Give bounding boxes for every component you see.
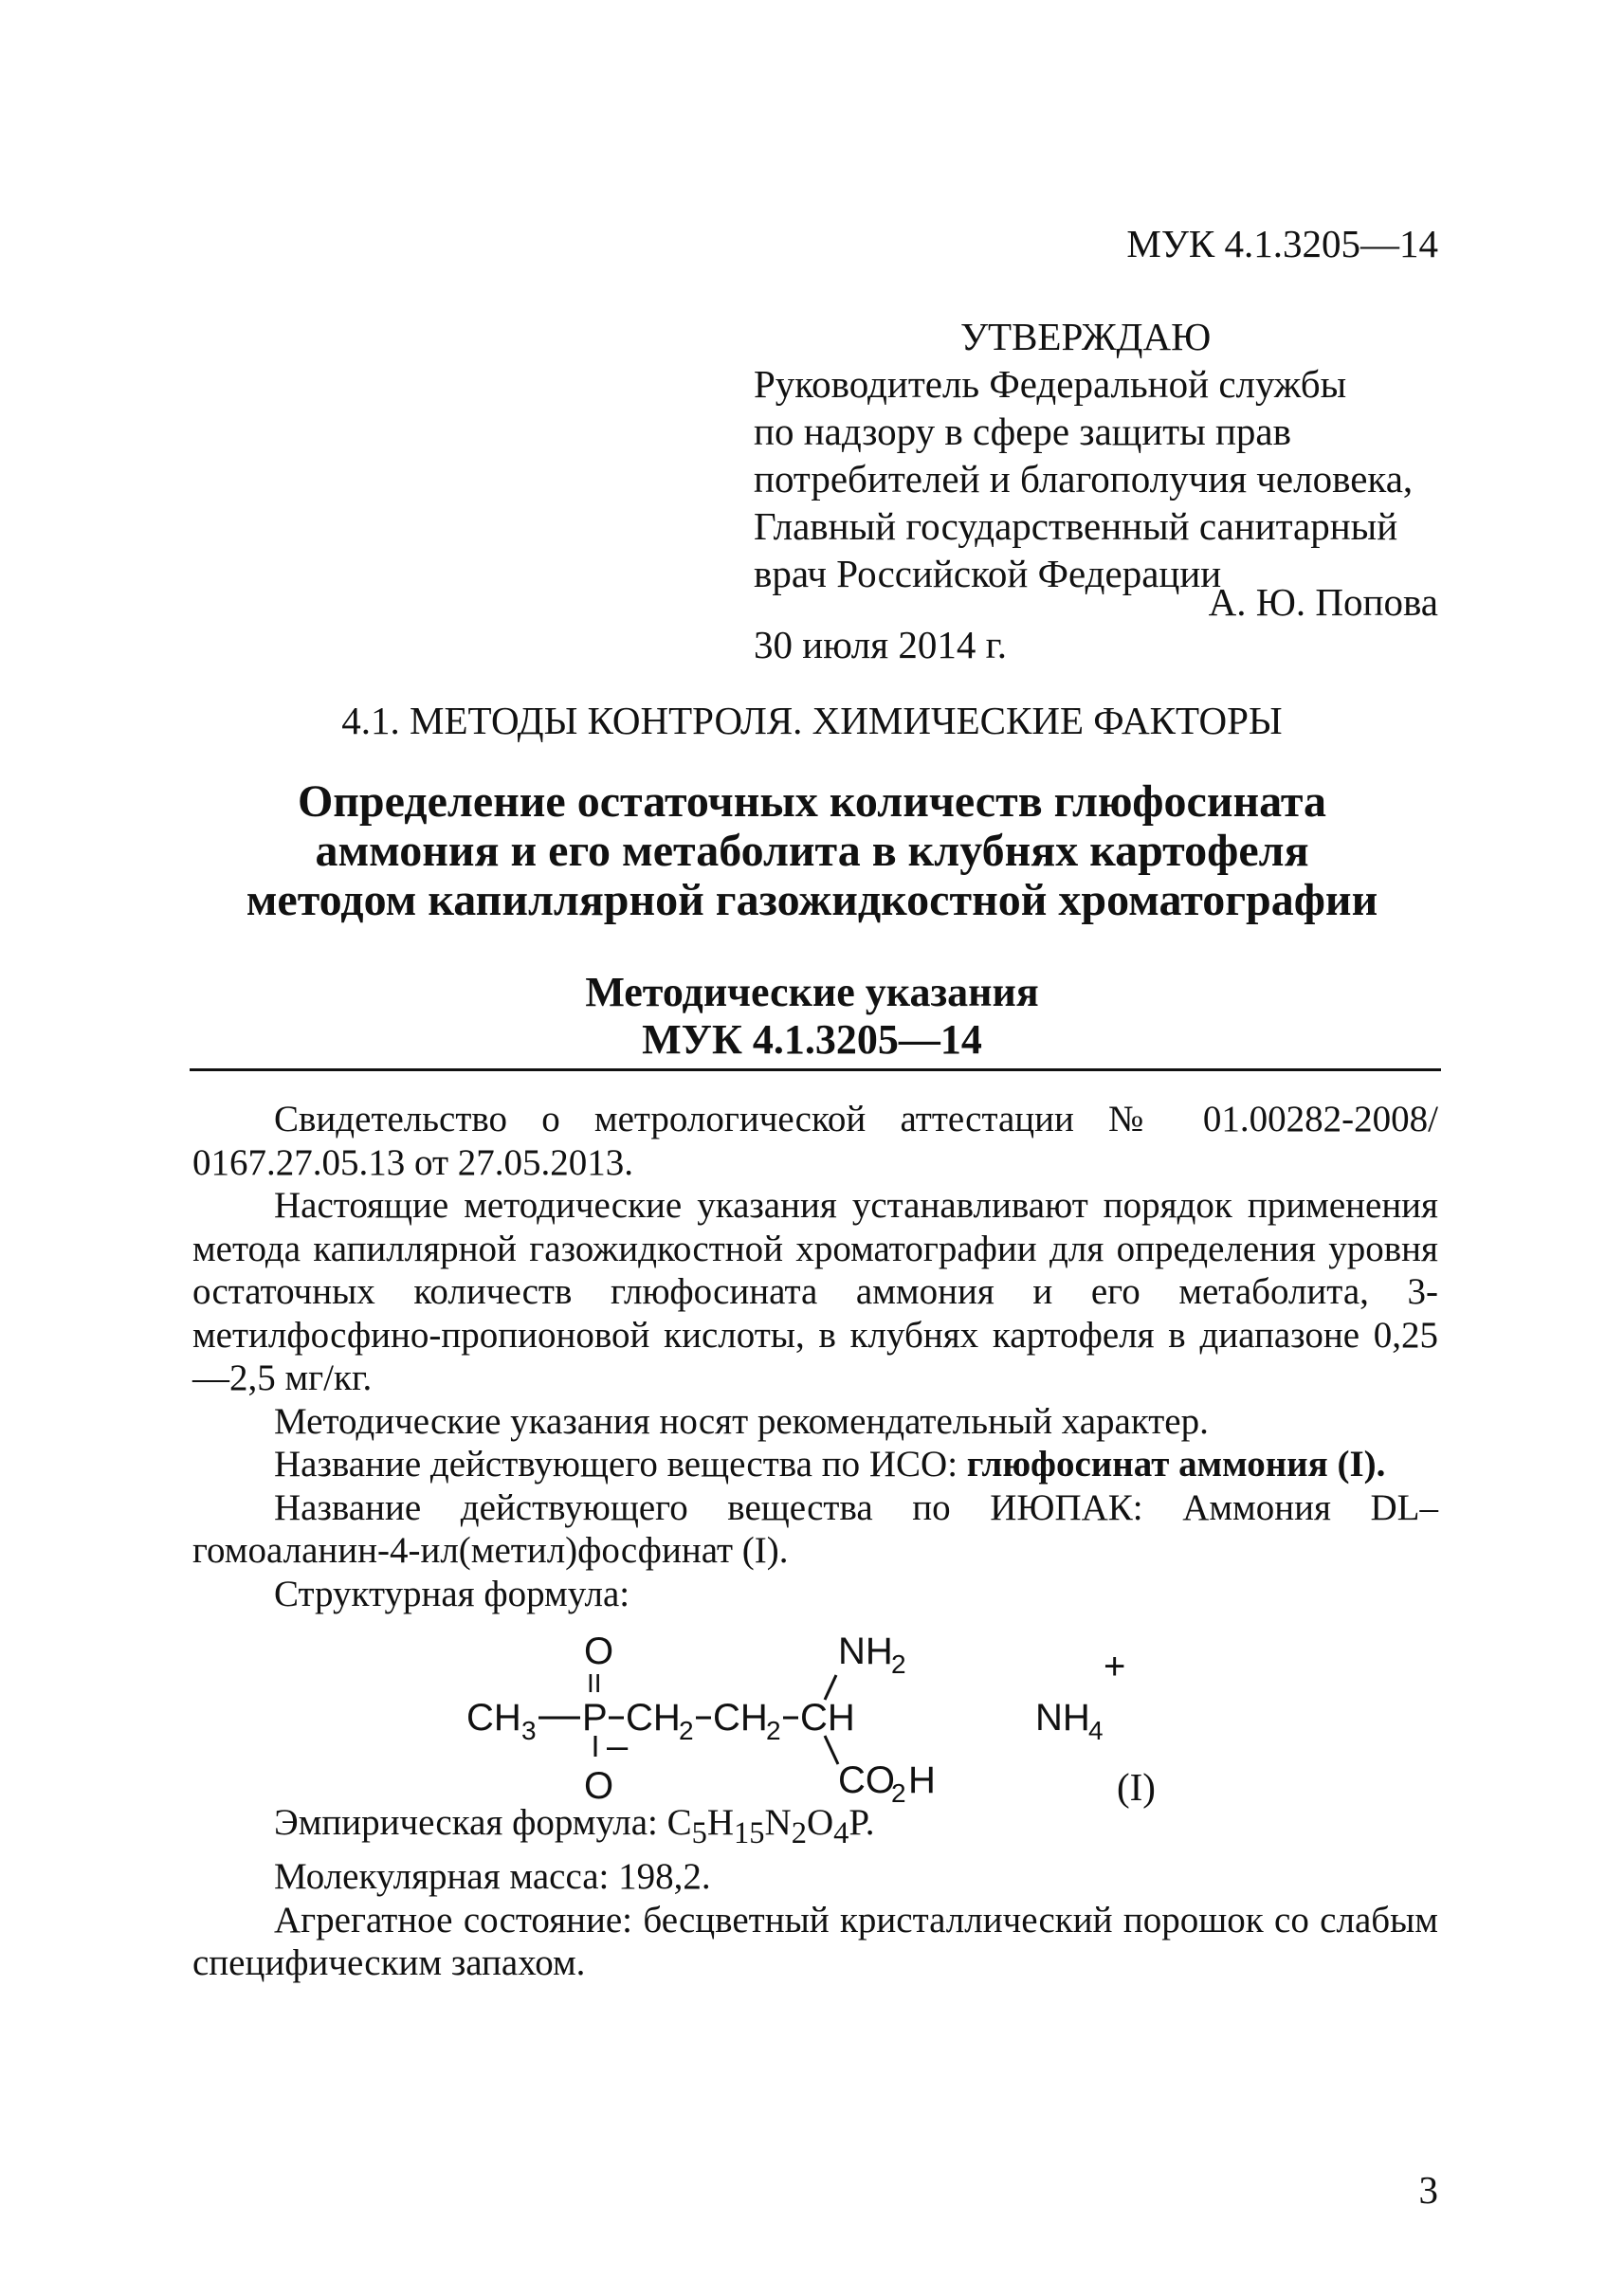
bond-line <box>825 1736 838 1764</box>
molecular-mass: Молекулярная масса: 198,2. <box>274 1856 711 1898</box>
formula-ch3: CH <box>466 1697 521 1739</box>
iso-name-paragraph <box>192 1443 1438 1486</box>
emp-count: 2 <box>791 1815 807 1850</box>
formula-ch2-b-sub: 2 <box>766 1716 781 1745</box>
iso-name: глюфосинат аммония (I). <box>966 1444 1386 1485</box>
emp-element: P. <box>848 1802 875 1843</box>
formula-label: (I) <box>1117 1765 1156 1809</box>
physical-state: Агрегатное состояние: бесцветный кристаллический порошок со слабым специфическим запахом. <box>192 1899 1438 1984</box>
certificate-paragraph: Свидетельство о метрологической аттестации № 01.00282-2008/ 0167.27.05.13 от 27.05.2013. <box>192 1099 1438 1183</box>
formula-minus: – <box>607 1725 629 1767</box>
approval-signer: А. Ю. Попова <box>1208 580 1438 624</box>
formula-nh4: NH <box>1035 1697 1090 1739</box>
formula-double-bond: II <box>587 1668 602 1698</box>
formula-ch2-a-sub: 2 <box>679 1716 694 1745</box>
body-text <box>192 1098 1438 1615</box>
formula-ch2-b: CH <box>713 1697 768 1739</box>
iso-label: Название действующего вещества по ИСО: <box>274 1444 967 1485</box>
emp-element: C <box>666 1802 692 1843</box>
formula-nh4-sub: 4 <box>1088 1716 1104 1745</box>
page-number: 3 <box>1418 2168 1438 2212</box>
scope-paragraph: Настоящие методические указания устанавливают порядок применения метода капиллярной газожидкостной хроматографии для определения уровня остаточных количеств глюфосината аммония и его метаболита, 3-метилфосфино-пропионовой кислоты, в клубнях картофеля в диапазоне 0,25—2,5 мг/кг. <box>192 1185 1438 1398</box>
section-heading: 4.1. МЕТОДЫ КОНТРОЛЯ. ХИМИЧЕСКИЕ ФАКТОРЫ <box>341 699 1283 742</box>
approval-block <box>754 313 1413 597</box>
approval-word: УТВЕРЖДАЮ <box>960 315 1212 358</box>
approval-line: врач Российской Федерации <box>754 552 1222 595</box>
title-line: методом капиллярной газожидкостной хроматографии <box>246 875 1378 925</box>
formula-nh2-sub: 2 <box>891 1649 906 1679</box>
document-subtitle <box>0 969 1624 1064</box>
approval-line: Главный государственный санитарный <box>754 504 1398 548</box>
formula-p: P <box>582 1697 608 1739</box>
title-line: аммония и его метаболита в клубнях картофеля <box>315 826 1309 876</box>
formula-plus: + <box>1104 1646 1126 1687</box>
approval-line: потребителей и благополучия человека, <box>754 457 1414 501</box>
subtitle-line: МУК 4.1.3205—14 <box>642 1016 982 1063</box>
title-line: Определение остаточных количеств глюфосината <box>297 776 1327 827</box>
document-title <box>0 777 1624 925</box>
document-code: МУК 4.1.3205—14 <box>1126 222 1438 265</box>
structural-formula <box>455 1626 1213 1806</box>
formula-co2h-sub: 2 <box>891 1778 906 1806</box>
formula-o-bottom: O <box>584 1765 614 1806</box>
emp-count: 15 <box>734 1815 765 1850</box>
formula-co2h-b: H <box>908 1759 936 1801</box>
approval-line: по надзору в сфере защиты прав <box>754 410 1291 453</box>
empirical-label: Эмпирическая формула: <box>274 1802 667 1843</box>
formula-ch3-sub: 3 <box>521 1716 537 1745</box>
formula-nh2: NH <box>838 1631 893 1672</box>
structure-label: Структурная формула: <box>274 1573 630 1614</box>
iupac-paragraph: Название действующего вещества по ИЮПАК: Аммония DL–гомоаланин-4-ил(метил)фосфинат (I). <box>192 1486 1438 1571</box>
emp-element: H <box>706 1802 735 1843</box>
formula-ch: CH <box>800 1697 855 1739</box>
subtitle-line: Методические указания <box>585 969 1039 1015</box>
emp-count: 4 <box>833 1815 849 1850</box>
emp-count: 5 <box>691 1815 707 1850</box>
title-rule <box>190 1068 1441 1071</box>
nature-paragraph: Методические указания носят рекомендательный характер. <box>274 1400 1209 1442</box>
structural-formula-svg <box>455 1626 1213 1806</box>
emp-element: O <box>806 1802 834 1843</box>
empirical-formula <box>192 1801 1438 1855</box>
formula-o-top: O <box>584 1631 614 1672</box>
formula-ch2-a: CH <box>626 1697 681 1739</box>
formula-co2h-a: CO <box>838 1759 895 1801</box>
properties-text <box>192 1801 1438 1985</box>
approval-line: Руководитель Федеральной службы <box>754 362 1347 406</box>
approval-date: 30 июля 2014 г. <box>754 623 1008 666</box>
emp-element: N <box>764 1802 792 1843</box>
